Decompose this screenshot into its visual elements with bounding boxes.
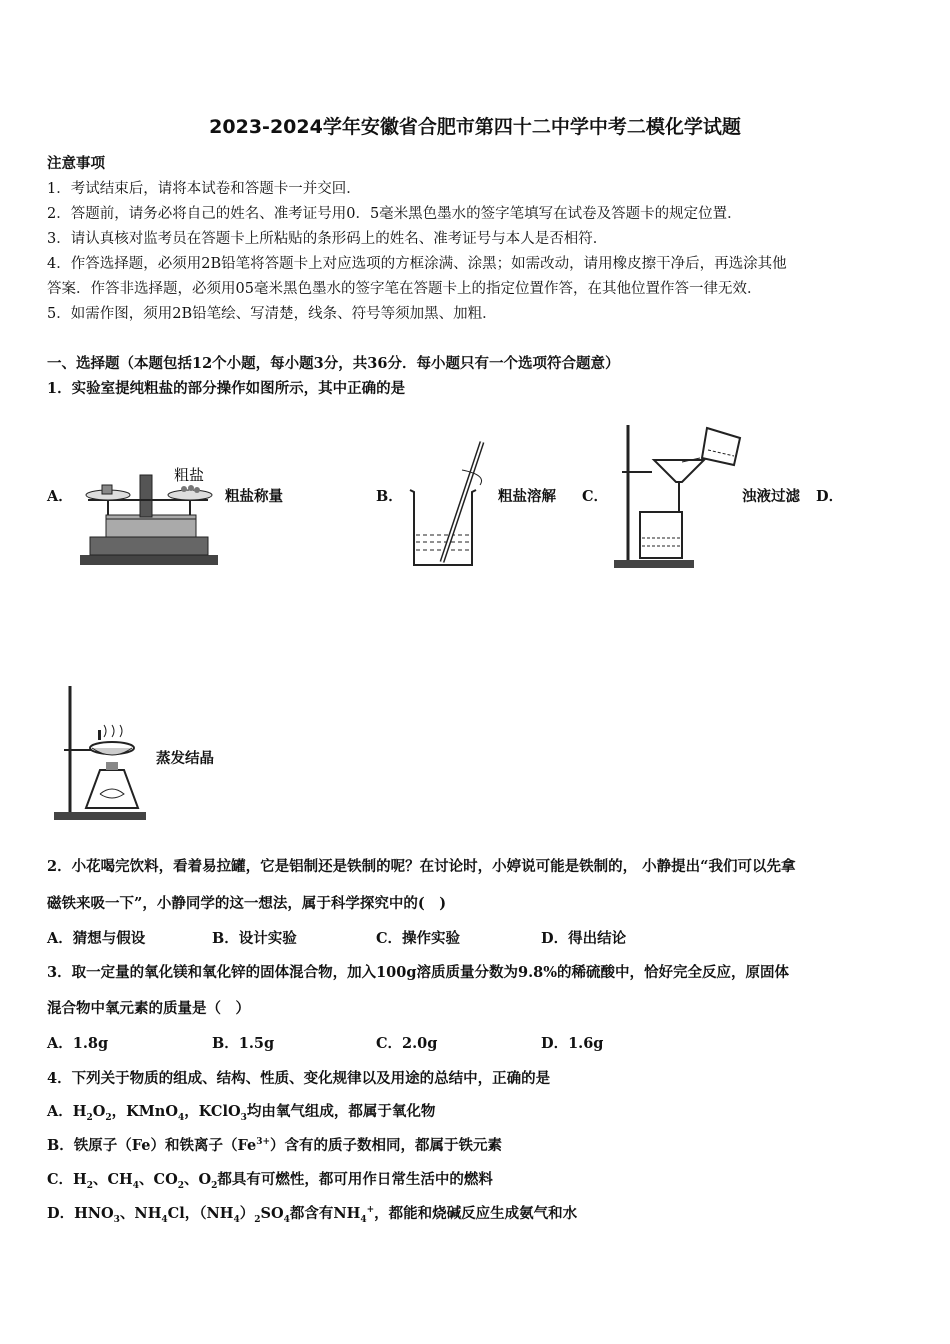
q2-stem-line2: 磁铁来吸一下”，小静同学的这一想法，属于科学探究中的( )	[47, 895, 447, 912]
q4-option-d: D．$HNO_3$、$NH_4Cl$，$(NH_4)_2SO_4$都含有$NH_4^+$，都能和烧碱反应生成氨气和水	[47, 1205, 578, 1225]
q1-stem: 1．实验室提纯粗盐的部分操作如图所示，其中正确的是	[47, 380, 406, 397]
q4-option-c: C．$H_2$、$CH_4$、$CO_2$、$O_2$都具有可燃性，都可用作日常生活中的燃料	[47, 1171, 493, 1191]
notice-item-4: 4．作答选择题，必须用2B铅笔将答题卡上对应选项的方框涂满、涂黑；如需改动，请用橡皮擦干净后，再选涂其他	[47, 256, 787, 272]
balance-figure	[78, 455, 223, 570]
q3-stem-line1: 3．取一定量的氧化镁和氧化锌的固体混合物，加入100g溶质质量分数为9.8%的稀硫酸中，恰好完全反应，原固体	[47, 964, 789, 981]
evaporation-figure	[52, 682, 152, 822]
q3-option-b: B．1.5g	[212, 1035, 275, 1052]
q4-stem: 4．下列关于物质的组成、结构、性质、变化规律以及用途的总结中，正确的是	[47, 1070, 551, 1087]
q2-option-a: A．猜想与假设	[47, 930, 146, 947]
q3-option-c: C．2.0g	[376, 1035, 438, 1052]
q4-option-b: B．铁原子（Fe）和铁离子$(Fe^{3+})$含有的质子数相同，都属于铁元素	[47, 1137, 503, 1154]
notice-item-5: 5．如需作图，须用2B铅笔绘、写清楚，线条、符号等须加黑、加粗．	[47, 306, 497, 322]
q3-option-a: A．1.8g	[47, 1035, 109, 1052]
q1-option-a-letter: A．	[47, 488, 73, 505]
q2-option-c: C．操作实验	[376, 930, 461, 947]
notice-item-3: 3．请认真核对监考员在答题卡上所粘贴的条形码上的姓名、准考证号与本人是否相符．	[47, 231, 608, 247]
notice-item-1: 1．考试结束后，请将本试卷和答题卡一并交回．	[47, 181, 361, 197]
filtration-figure	[612, 420, 747, 570]
q2-option-b: B．设计实验	[212, 930, 297, 947]
notice-heading: 注意事项	[47, 155, 105, 172]
q1-option-d-letter: D．	[816, 488, 844, 505]
q1-option-a-label: 粗盐称量	[225, 488, 283, 505]
q2-option-d: D．得出结论	[541, 930, 627, 947]
notice-item-2: 2．答题前，请务必将自己的姓名、准考证号用0．5毫米黑色墨水的签字笔填写在试卷及答题卡的规定位置．	[47, 206, 742, 222]
notice-item-4-cont: 答案．作答非选择题，必须用05毫米黑色墨水的签字笔在答题卡上的指定位置作答，在其他位置作答一律无效．	[47, 281, 762, 297]
q1-option-c-label: 浊液过滤	[742, 488, 800, 505]
section-heading: 一、选择题（本题包括12个小题，每小题3分，共36分．每小题只有一个选项符合题意）	[47, 355, 620, 372]
q1-option-b-label: 粗盐溶解	[498, 488, 556, 505]
q1-option-c-letter: C．	[582, 488, 609, 505]
q3-option-d: D．1.6g	[541, 1035, 604, 1052]
q1-option-d-label: 蒸发结晶	[156, 750, 214, 767]
q4-option-a: A．$H_2O_2$，KMnO$_4$，KClO$_3$均由氧气组成，都属于氧化物	[47, 1103, 436, 1123]
q1-option-b-letter: B．	[376, 488, 403, 505]
page-title: 2023-2024学年安徽省合肥市第四十二中学中考二模化学试题	[209, 116, 741, 138]
q3-stem-line2: 混合物中氧元素的质量是（ ）	[47, 1000, 250, 1017]
q2-stem-line1: 2．小花喝完饮料，看着易拉罐，它是铝制还是铁制的呢？在讨论时，小婷说可能是铁制的， 小静提出“我们可以先拿	[47, 858, 796, 875]
balance-sample-text: 粗盐	[174, 466, 205, 484]
dissolve-figure	[402, 440, 497, 570]
